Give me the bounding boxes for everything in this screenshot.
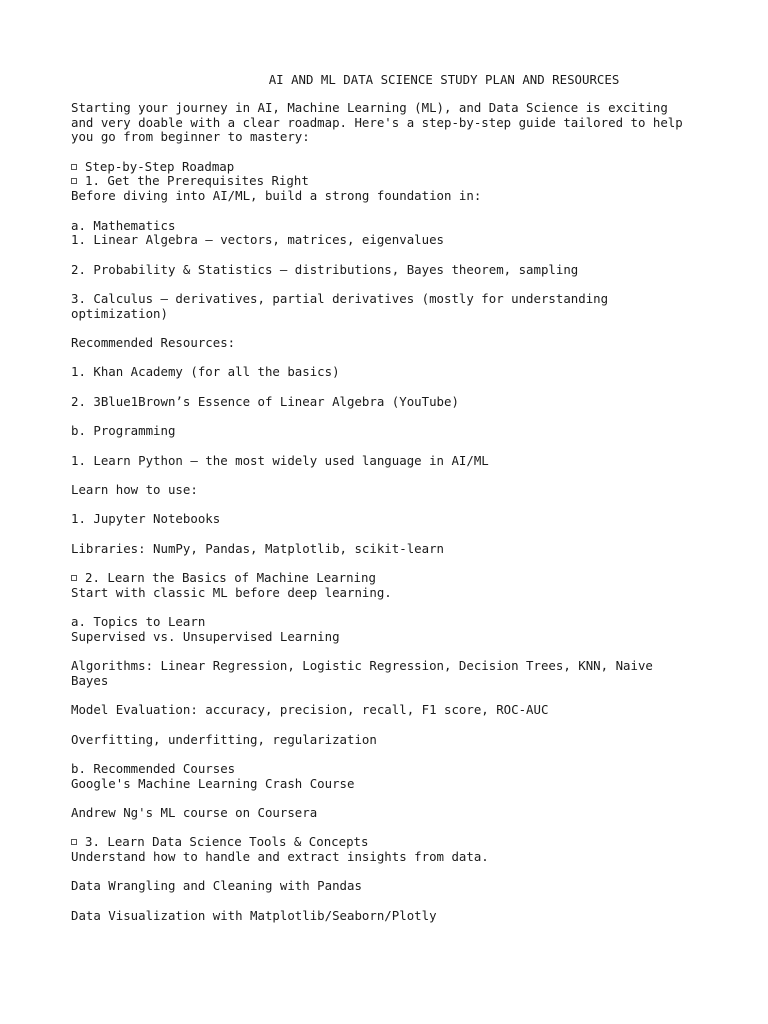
section3-heading: 3. Learn Data Science Tools & Concepts: [71, 835, 721, 850]
math-item-3-line-2: optimization): [71, 305, 168, 321]
roadmap-heading: Step-by-Step Roadmap: [71, 160, 721, 175]
topic-1: Supervised vs. Unsupervised Learning: [71, 628, 340, 644]
intro-line-3: you go from beginner to mastery:: [71, 129, 310, 145]
topic-4: Overfitting, underfitting, regularization: [71, 731, 377, 747]
section2-heading: 2. Learn the Basics of Machine Learning: [71, 571, 721, 586]
section2-lead: Start with classic ML before deep learning.: [71, 584, 392, 600]
square-bullet-icon: [71, 164, 77, 170]
resource-1: 1. Khan Academy (for all the basics): [71, 364, 340, 380]
section1-heading: 1. Get the Prerequisites Right: [71, 174, 721, 189]
document-title: AI AND ML DATA SCIENCE STUDY PLAN AND RESOURCES: [268, 72, 620, 87]
topic-2-line-1: Algorithms: Linear Regression, Logistic Regression, Decision Trees, KNN, Naive: [71, 658, 653, 674]
course-1: Google's Machine Learning Crash Course: [71, 775, 355, 791]
math-item-2: 2. Probability & Statistics – distributions, Bayes theorem, sampling: [71, 261, 579, 277]
section3-lead: Understand how to handle and extract insights from data.: [71, 849, 489, 865]
math-item-1: 1. Linear Algebra – vectors, matrices, eigenvalues: [71, 232, 444, 248]
programming-item-1: 1. Learn Python – the most widely used language in AI/ML: [71, 452, 489, 468]
square-bullet-icon: [71, 839, 77, 845]
square-bullet-icon: [71, 575, 77, 581]
resource-2: 2. 3Blue1Brown’s Essence of Linear Algebra (YouTube): [71, 393, 459, 409]
jupyter-item: 1. Jupyter Notebooks: [71, 511, 221, 527]
math-heading: a. Mathematics: [71, 217, 176, 233]
programming-heading: b. Programming: [71, 423, 176, 439]
course-2: Andrew Ng's ML course on Coursera: [71, 805, 318, 820]
section1-lead: Before diving into AI/ML, build a strong foundation in:: [71, 188, 482, 204]
courses-heading: b. Recommended Courses: [71, 760, 236, 776]
resources-heading: Recommended Resources:: [71, 335, 236, 350]
math-item-3-line-1: 3. Calculus – derivatives, partial derivatives (mostly for understanding: [71, 290, 609, 306]
section3-item-2: Data Visualization with Matplotlib/Seaborn/Plotly: [71, 907, 437, 923]
document-body: [71, 101, 721, 924]
topics-heading: a. Topics to Learn: [71, 614, 206, 630]
intro-line-1: Starting your journey in AI, Machine Learning (ML), and Data Science is exciting: [71, 100, 668, 115]
libraries-line: Libraries: NumPy, Pandas, Matplotlib, scikit-learn: [71, 540, 444, 556]
topic-3: Model Evaluation: accuracy, precision, recall, F1 score, ROC-AUC: [71, 702, 549, 718]
square-bullet-icon: [71, 178, 77, 184]
topic-2-line-2: Bayes: [71, 672, 109, 688]
section3-item-1: Data Wrangling and Cleaning with Pandas: [71, 878, 362, 894]
intro-line-2: and very doable with a clear roadmap. Here's a step-by-step guide tailored to help: [71, 114, 683, 130]
learn-how-to-use: Learn how to use:: [71, 481, 198, 497]
